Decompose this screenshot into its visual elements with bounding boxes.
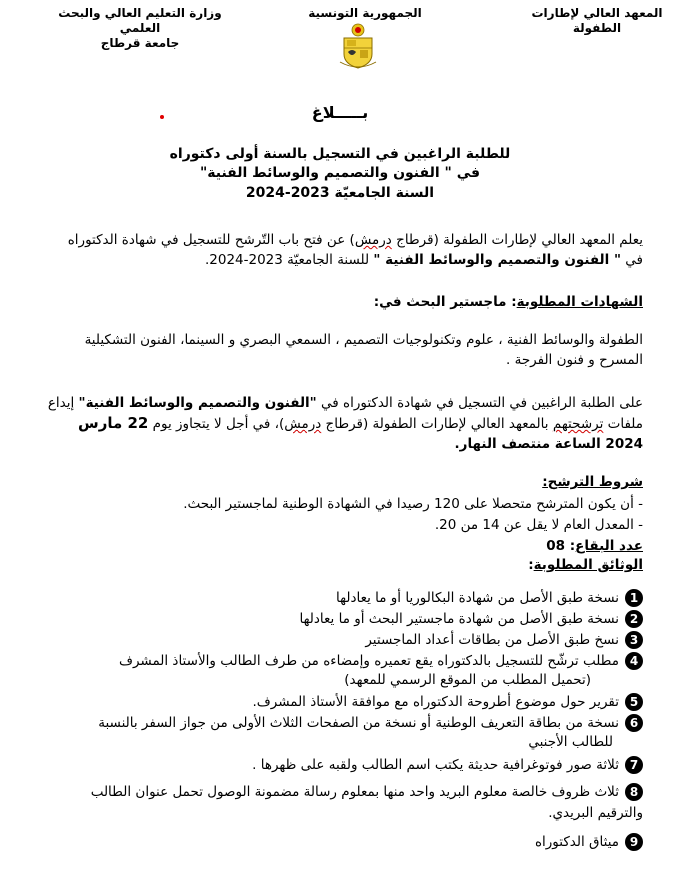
red-dot-mark — [160, 115, 164, 119]
intro-paragraph — [23, 230, 643, 270]
document-item-3: 3نسخ طبق الأصل من بطاقات أعداد الماجستير — [43, 631, 643, 650]
intro-line1: يعلم المعهد العالي لإطارات الطفولة (قرطاج درمش) عن فتح باب التّرشح للتسجيل في شهادة الدكتوراه — [67, 232, 643, 248]
number-badge: 7 — [625, 756, 643, 774]
number-badge: 2 — [625, 610, 643, 628]
header-institute: المعهد العالي لإطارات الطفولة — [531, 6, 663, 35]
document-item-8: 8ثلاث ظروف خالصة معلوم البريد واحد منها بمعلوم رسالة مضمونة الوصول تحمل عنوان الطالب والترقيم البريدي. — [90, 784, 643, 821]
certificates-line2: المسرح و فنون الفرجة . — [506, 352, 643, 368]
deposit-line2: ملفات ترشحتهم بالمعهد العالي لإطارات الطفولة (قرطاج درمش)، في أجل لا يتجاوز يوم 22 مارس — [78, 414, 643, 432]
deposit-paragraph — [23, 393, 643, 454]
spell-flag: درمش — [354, 232, 392, 248]
header-university: جامعة قرطاج — [100, 36, 180, 50]
document-item-4: 4مطلب ترشّح للتسجيل بالدكتوراه يقع تعميره وإمضاءه من طرف الطالب والأستاذ المشرف (تحميل المطلب من الموقع الرسمي للمعهد) — [43, 652, 643, 690]
title-academic-year: السنة الجامعيّة 2023-2024 — [245, 185, 435, 201]
number-badge: 8 — [625, 783, 643, 801]
coat-of-arms-icon — [338, 22, 378, 70]
condition-2: - المعدل العام لا يقل عن 14 من 20. — [434, 517, 643, 533]
header-republic: الجمهورية التونسية — [308, 6, 422, 20]
number-badge: 4 — [625, 652, 643, 670]
documents-heading: الوثائق المطلوبة: — [528, 557, 643, 573]
number-badge: 3 — [625, 631, 643, 649]
header-ministry-line1: وزارة التعليم العالي والبحث العلمي — [58, 6, 222, 35]
condition-1: - أن يكون المترشح متحصلا على 120 رصيدا في الشهادة الوطنية لماجستير البحث. — [183, 496, 643, 512]
intro-line2: في " الفنون والتصميم والوسائط الفنية " للسنة الجامعيّة 2023-2024. — [204, 252, 643, 268]
places-count: عدد البقاع: 08 — [546, 538, 643, 554]
number-badge: 9 — [625, 833, 643, 851]
number-badge: 6 — [625, 714, 643, 732]
conditions-heading: شروط الترشح: — [542, 474, 643, 490]
header-ministry — [40, 6, 240, 51]
document-item-1: 1نسخة طبق الأصل من شهادة البكالوريا أو ما يعادلها — [43, 589, 643, 608]
certificates-heading: الشهادات المطلوبة: ماجستير البحث في: — [373, 294, 643, 310]
deposit-line1: على الطلبة الراغبين في التسجيل في شهادة الدكتوراه في "الفنون والتصميم والوسائط الفنية" إيداع — [47, 395, 643, 411]
document-item-9: 9ميثاق الدكتوراه — [43, 833, 643, 852]
document-item-2: 2نسخة طبق الأصل من شهادة ماجستير البحث أو ما يعادلها — [43, 610, 643, 629]
document-item-7: 7ثلاثة صور فوتوغرافية حديثة يكتب اسم الطالب ولقبه على ظهرها . — [43, 756, 643, 775]
certificates-list — [23, 330, 643, 370]
title-line2: في " الفنون والتصميم والوسائط الفنية" — [199, 165, 481, 181]
number-badge: 5 — [625, 693, 643, 711]
document-item-5: 5تقرير حول موضوع أطروحة الدكتوراه مع موافقة الأستاذ المشرف. — [43, 693, 643, 712]
certificates-line1: الطفولة والوسائط الفنية ، علوم وتكنولوجيات التصميم ، السمعي البصري و السينما، الفنون التشكيلية — [84, 332, 643, 348]
document-item-6: 6نسخة من بطاقة التعريف الوطنية أو نسخة من الصفحات الثلاث الأولى من جواز السفر بالنسبة للطالب الأجنبي — [43, 714, 643, 752]
number-badge: 1 — [625, 589, 643, 607]
announcement-title: بـــــلاغ — [311, 103, 369, 122]
title-line1: للطلبة الراغبين في التسجيل بالسنة أولى دكتوراه — [169, 146, 511, 162]
deposit-line3: 2024 الساعة منتصف النهار. — [454, 436, 643, 452]
